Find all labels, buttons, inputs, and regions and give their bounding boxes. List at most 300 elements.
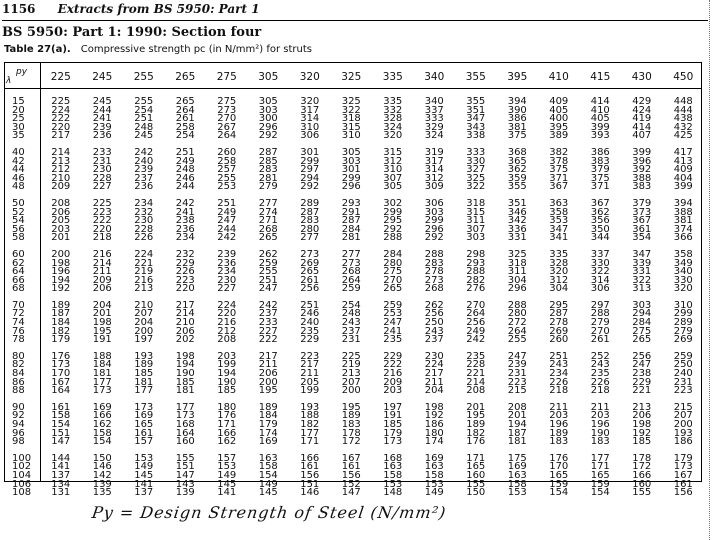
strength-cell: 432 bbox=[673, 121, 693, 133]
strength-cell: 184 bbox=[258, 410, 278, 422]
strength-cell: 276 bbox=[466, 283, 486, 295]
strength-cell: 172 bbox=[341, 436, 361, 448]
strength-cell: 368 bbox=[507, 146, 527, 158]
strength-cell: 149 bbox=[217, 469, 237, 481]
strength-cell: 284 bbox=[383, 248, 403, 260]
strength-cell: 165 bbox=[590, 469, 610, 481]
strength-cell: 292 bbox=[424, 232, 444, 244]
strength-cell: 365 bbox=[507, 155, 527, 167]
strength-cell: 288 bbox=[466, 266, 486, 278]
strength-cell: 238 bbox=[175, 215, 195, 227]
strength-cell: 158 bbox=[51, 410, 71, 422]
slenderness-cell: 58 bbox=[12, 232, 25, 244]
strength-cell: 340 bbox=[424, 96, 444, 107]
strength-cell: 223 bbox=[300, 350, 320, 362]
strength-cell: 185 bbox=[134, 368, 154, 380]
strength-cell: 351 bbox=[507, 197, 527, 209]
strength-cell: 227 bbox=[258, 325, 278, 337]
strength-cell: 234 bbox=[549, 368, 569, 380]
strength-cell: 241 bbox=[383, 325, 403, 337]
strength-cell: 362 bbox=[590, 206, 610, 218]
strength-cell: 262 bbox=[258, 248, 278, 260]
strength-cell: 224 bbox=[217, 299, 237, 311]
strength-cell: 361 bbox=[632, 223, 652, 235]
strength-cell: 189 bbox=[258, 401, 278, 413]
strength-cell: 307 bbox=[466, 223, 486, 235]
page-header bbox=[2, 2, 260, 16]
strength-cell: 146 bbox=[92, 461, 112, 473]
strength-cell: 394 bbox=[507, 96, 527, 107]
strength-cell: 174 bbox=[258, 427, 278, 439]
header-rule bbox=[2, 20, 708, 21]
strength-cell: 174 bbox=[424, 436, 444, 448]
strength-cell: 381 bbox=[673, 215, 693, 227]
strength-cell: 220 bbox=[92, 223, 112, 235]
strength-cell: 158 bbox=[424, 469, 444, 481]
strength-cell: 379 bbox=[590, 164, 610, 176]
strength-cell: 338 bbox=[466, 130, 486, 142]
strength-cell: 393 bbox=[590, 130, 610, 142]
table-row bbox=[4, 285, 704, 294]
strength-cell: 251 bbox=[175, 146, 195, 158]
strength-cell: 304 bbox=[549, 283, 569, 295]
strength-cell: 280 bbox=[383, 257, 403, 269]
slenderness-cell: 46 bbox=[12, 172, 25, 184]
strength-cell: 203 bbox=[217, 350, 237, 362]
strength-cell: 198 bbox=[92, 317, 112, 329]
strength-cell: 232 bbox=[134, 206, 154, 218]
strength-cell: 371 bbox=[590, 181, 610, 193]
strength-cell: 181 bbox=[134, 376, 154, 388]
strength-cell: 299 bbox=[673, 308, 693, 320]
slenderness-cell: 64 bbox=[12, 266, 25, 278]
strength-cell: 247 bbox=[383, 317, 403, 329]
strength-cell: 213 bbox=[632, 401, 652, 413]
strength-cell: 149 bbox=[424, 487, 444, 499]
strength-cell: 216 bbox=[134, 274, 154, 286]
strength-cell: 188 bbox=[92, 350, 112, 362]
strength-cell: 134 bbox=[51, 478, 71, 490]
strength-cell: 346 bbox=[507, 206, 527, 218]
strength-cell: 177 bbox=[175, 401, 195, 413]
strength-cell: 310 bbox=[673, 299, 693, 311]
strength-cell: 425 bbox=[673, 130, 693, 142]
strength-cell: 362 bbox=[507, 164, 527, 176]
strength-cell: 303 bbox=[632, 299, 652, 311]
strength-cell: 303 bbox=[424, 206, 444, 218]
strength-cell: 227 bbox=[217, 283, 237, 295]
strength-cell: 183 bbox=[590, 436, 610, 448]
strength-cell: 144 bbox=[51, 452, 71, 464]
strength-cell: 207 bbox=[673, 410, 693, 422]
strength-cell: 264 bbox=[217, 130, 237, 142]
strength-cell: 303 bbox=[258, 104, 278, 116]
slenderness-cell: 54 bbox=[12, 215, 25, 227]
strength-cell: 299 bbox=[424, 215, 444, 227]
strength-cell: 225 bbox=[51, 96, 71, 107]
strength-cell: 198 bbox=[175, 350, 195, 362]
strength-cell: 189 bbox=[134, 359, 154, 371]
strength-cell: 239 bbox=[217, 248, 237, 260]
strength-cell: 170 bbox=[549, 461, 569, 473]
strength-cell: 141 bbox=[51, 461, 71, 473]
strength-cell: 198 bbox=[632, 419, 652, 430]
strength-cell: 213 bbox=[341, 368, 361, 380]
strength-cell: 379 bbox=[632, 197, 652, 209]
strength-cell: 151 bbox=[51, 427, 71, 439]
strength-cell: 247 bbox=[258, 283, 278, 295]
strength-cell: 359 bbox=[507, 172, 527, 184]
strength-cell: 386 bbox=[590, 146, 610, 158]
strength-cell: 325 bbox=[466, 172, 486, 184]
strength-cell: 191 bbox=[383, 410, 403, 422]
strength-cell: 291 bbox=[341, 206, 361, 218]
strength-cell: 155 bbox=[632, 487, 652, 499]
strength-cell: 242 bbox=[134, 146, 154, 158]
strength-cell: 207 bbox=[134, 308, 154, 320]
strength-cell: 249 bbox=[466, 325, 486, 337]
strength-cell: 373 bbox=[632, 206, 652, 218]
slenderness-cell: 90 bbox=[12, 401, 25, 413]
strength-cell: 182 bbox=[466, 427, 486, 439]
strength-cell: 297 bbox=[300, 164, 320, 176]
strength-cell: 202 bbox=[175, 334, 195, 346]
strength-cell: 212 bbox=[51, 164, 71, 176]
slenderness-cell: 96 bbox=[12, 427, 25, 439]
strength-cell: 214 bbox=[51, 146, 71, 158]
slenderness-cell: 78 bbox=[12, 334, 25, 346]
strength-cell: 248 bbox=[341, 308, 361, 320]
strength-cell: 303 bbox=[466, 232, 486, 244]
strength-cell: 325 bbox=[507, 248, 527, 260]
strength-cell: 214 bbox=[466, 376, 486, 388]
strength-cell: 292 bbox=[383, 223, 403, 235]
strength-cell: 299 bbox=[300, 155, 320, 167]
strength-cell: 196 bbox=[590, 419, 610, 430]
strength-cell: 279 bbox=[673, 325, 693, 337]
strength-cell: 234 bbox=[134, 197, 154, 209]
strength-cell: 208 bbox=[217, 334, 237, 346]
strength-cell: 320 bbox=[383, 130, 403, 142]
strength-cell: 277 bbox=[258, 197, 278, 209]
strength-cell: 198 bbox=[424, 401, 444, 413]
strength-cell: 320 bbox=[549, 266, 569, 278]
strength-cell: 203 bbox=[590, 410, 610, 422]
page-edge bbox=[709, 0, 720, 540]
strength-cell: 201 bbox=[92, 308, 112, 320]
strength-cell: 289 bbox=[673, 317, 693, 329]
strength-cell: 190 bbox=[590, 427, 610, 439]
slenderness-cell: 68 bbox=[12, 283, 25, 295]
strength-cell: 342 bbox=[507, 215, 527, 227]
strength-cell: 160 bbox=[466, 469, 486, 481]
strength-cell: 413 bbox=[673, 155, 693, 167]
strength-cell: 145 bbox=[217, 478, 237, 490]
strength-cell: 139 bbox=[175, 487, 195, 499]
strength-cell: 186 bbox=[424, 419, 444, 430]
section-title: BS 5950: Part 1: 1990: Section four bbox=[2, 25, 262, 40]
strength-cell: 281 bbox=[258, 172, 278, 184]
strength-cell: 217 bbox=[175, 299, 195, 311]
page-number: 1156 bbox=[2, 2, 36, 16]
strut-strength-table bbox=[4, 64, 704, 498]
strength-cell: 162 bbox=[92, 419, 112, 430]
strength-cell: 386 bbox=[507, 113, 527, 125]
strength-cell: 259 bbox=[341, 283, 361, 295]
strength-cell: 192 bbox=[632, 427, 652, 439]
strength-cell: 284 bbox=[632, 317, 652, 329]
strength-cell: 278 bbox=[549, 317, 569, 329]
strength-cell: 148 bbox=[383, 487, 403, 499]
strength-cell: 231 bbox=[341, 334, 361, 346]
slenderness-cell: 106 bbox=[12, 478, 32, 490]
strength-cell: 239 bbox=[134, 164, 154, 176]
strength-cell: 311 bbox=[466, 215, 486, 227]
running-title: Extracts from BS 5950: Part 1 bbox=[57, 2, 260, 16]
strength-cell: 241 bbox=[175, 206, 195, 218]
strength-cell: 244 bbox=[92, 104, 112, 116]
strength-cell: 165 bbox=[134, 419, 154, 430]
strength-cell: 170 bbox=[51, 368, 71, 380]
column-header: 410 bbox=[548, 71, 569, 83]
strength-cell: 294 bbox=[300, 172, 320, 184]
strength-cell: 145 bbox=[258, 487, 278, 499]
strength-cell: 142 bbox=[92, 469, 112, 481]
strength-cell: 209 bbox=[92, 274, 112, 286]
strength-cell: 283 bbox=[300, 215, 320, 227]
strength-cell: 305 bbox=[258, 96, 278, 107]
strength-cell: 216 bbox=[92, 248, 112, 260]
strength-cell: 258 bbox=[175, 121, 195, 133]
strength-cell: 173 bbox=[175, 410, 195, 422]
strength-cell: 328 bbox=[383, 113, 403, 125]
strength-cell: 153 bbox=[134, 452, 154, 464]
strength-cell: 246 bbox=[175, 172, 195, 184]
strength-cell: 181 bbox=[92, 368, 112, 380]
strength-cell: 153 bbox=[217, 461, 237, 473]
strength-cell: 278 bbox=[424, 266, 444, 278]
strength-cell: 256 bbox=[632, 350, 652, 362]
strength-cell: 176 bbox=[549, 452, 569, 464]
strength-cell: 169 bbox=[258, 436, 278, 448]
strength-cell: 241 bbox=[92, 113, 112, 125]
strength-cell: 284 bbox=[341, 223, 361, 235]
strength-cell: 414 bbox=[590, 96, 610, 107]
slenderness-cell: 98 bbox=[12, 436, 25, 448]
strength-cell: 250 bbox=[673, 359, 693, 371]
strength-cell: 275 bbox=[217, 96, 237, 107]
strength-cell: 296 bbox=[258, 121, 278, 133]
strength-cell: 336 bbox=[507, 223, 527, 235]
slenderness-cell: 70 bbox=[12, 299, 25, 311]
slenderness-cell: 102 bbox=[12, 461, 32, 473]
slenderness-cell: 15 bbox=[12, 96, 25, 107]
strength-cell: 238 bbox=[632, 368, 652, 380]
strength-cell: 409 bbox=[673, 164, 693, 176]
strength-cell: 151 bbox=[175, 461, 195, 473]
strength-cell: 172 bbox=[632, 461, 652, 473]
strength-cell: 223 bbox=[507, 376, 527, 388]
slenderness-cell: 84 bbox=[12, 368, 25, 380]
strength-cell: 228 bbox=[466, 359, 486, 371]
slenderness-cell: 60 bbox=[12, 248, 25, 260]
strength-cell: 240 bbox=[300, 317, 320, 329]
strength-cell: 299 bbox=[341, 172, 361, 184]
strength-cell: 183 bbox=[341, 419, 361, 430]
strength-cell: 248 bbox=[175, 164, 195, 176]
strength-cell: 153 bbox=[507, 487, 527, 499]
strength-cell: 194 bbox=[175, 359, 195, 371]
strength-cell: 185 bbox=[383, 419, 403, 430]
strength-cell: 250 bbox=[424, 317, 444, 329]
strength-cell: 137 bbox=[134, 487, 154, 499]
strength-cell: 287 bbox=[258, 146, 278, 158]
strength-cell: 152 bbox=[341, 478, 361, 490]
strength-cell: 200 bbox=[341, 385, 361, 397]
strength-cell: 270 bbox=[217, 113, 237, 125]
strength-cell: 201 bbox=[507, 410, 527, 422]
strength-cell: 194 bbox=[217, 368, 237, 380]
strength-cell: 222 bbox=[92, 215, 112, 227]
strength-cell: 417 bbox=[673, 146, 693, 158]
strength-cell: 253 bbox=[383, 308, 403, 320]
strength-cell: 216 bbox=[217, 317, 237, 329]
slenderness-cell: 74 bbox=[12, 317, 25, 329]
strength-cell: 255 bbox=[507, 334, 527, 346]
strength-cell: 282 bbox=[466, 274, 486, 286]
strength-cell: 269 bbox=[549, 325, 569, 337]
strength-cell: 188 bbox=[300, 410, 320, 422]
slenderness-cell: 42 bbox=[12, 155, 25, 167]
strength-cell: 154 bbox=[92, 436, 112, 448]
strength-cell: 190 bbox=[175, 368, 195, 380]
strength-cell: 166 bbox=[632, 469, 652, 481]
strength-cell: 162 bbox=[217, 436, 237, 448]
strength-cell: 274 bbox=[258, 206, 278, 218]
strength-cell: 206 bbox=[51, 206, 71, 218]
strength-cell: 233 bbox=[258, 317, 278, 329]
strength-cell: 261 bbox=[300, 274, 320, 286]
strength-cell: 339 bbox=[632, 257, 652, 269]
column-header: 340 bbox=[424, 71, 445, 83]
strength-cell: 255 bbox=[258, 266, 278, 278]
strength-cell: 168 bbox=[175, 419, 195, 430]
strength-cell: 294 bbox=[632, 308, 652, 320]
strength-cell: 236 bbox=[217, 257, 237, 269]
strength-cell: 173 bbox=[383, 436, 403, 448]
strength-cell: 167 bbox=[341, 452, 361, 464]
strength-cell: 356 bbox=[590, 215, 610, 227]
strength-cell: 215 bbox=[507, 385, 527, 397]
strength-cell: 179 bbox=[258, 419, 278, 430]
strength-cell: 156 bbox=[300, 469, 320, 481]
strength-cell: 258 bbox=[217, 155, 237, 167]
strength-cell: 319 bbox=[424, 146, 444, 158]
strength-cell: 164 bbox=[175, 427, 195, 439]
strength-cell: 324 bbox=[424, 130, 444, 142]
strength-cell: 158 bbox=[507, 478, 527, 490]
strength-cell: 204 bbox=[424, 385, 444, 397]
column-header: 305 bbox=[258, 71, 279, 83]
strength-cell: 229 bbox=[300, 334, 320, 346]
strength-cell: 315 bbox=[383, 146, 403, 158]
strength-cell: 256 bbox=[424, 308, 444, 320]
strength-cell: 230 bbox=[92, 164, 112, 176]
strength-cell: 213 bbox=[134, 283, 154, 295]
strength-cell: 280 bbox=[300, 223, 320, 235]
strength-cell: 330 bbox=[673, 274, 693, 286]
strength-cell: 285 bbox=[258, 155, 278, 167]
strength-cell: 235 bbox=[466, 350, 486, 362]
strength-cell: 151 bbox=[300, 478, 320, 490]
strength-cell: 217 bbox=[258, 350, 278, 362]
strength-cell: 318 bbox=[341, 113, 361, 125]
strength-cell: 204 bbox=[92, 299, 112, 311]
strength-cell: 275 bbox=[383, 266, 403, 278]
strength-cell: 213 bbox=[51, 155, 71, 167]
strength-cell: 399 bbox=[673, 181, 693, 193]
strength-cell: 256 bbox=[466, 317, 486, 329]
strength-cell: 272 bbox=[507, 317, 527, 329]
slenderness-cell: 94 bbox=[12, 419, 25, 430]
strength-cell: 215 bbox=[673, 401, 693, 413]
strength-cell: 219 bbox=[341, 359, 361, 371]
strength-cell: 325 bbox=[341, 96, 361, 107]
strength-cell: 161 bbox=[134, 427, 154, 439]
strength-cell: 147 bbox=[175, 469, 195, 481]
strength-cell: 171 bbox=[466, 452, 486, 464]
slenderness-cell: 25 bbox=[12, 113, 25, 125]
strength-cell: 234 bbox=[217, 266, 237, 278]
strength-cell: 399 bbox=[632, 146, 652, 158]
strength-cell: 344 bbox=[590, 232, 610, 244]
strength-cell: 409 bbox=[549, 96, 569, 107]
strength-cell: 259 bbox=[673, 350, 693, 362]
strength-cell: 165 bbox=[549, 469, 569, 481]
strength-cell: 237 bbox=[341, 325, 361, 337]
strength-cell: 167 bbox=[673, 469, 693, 481]
strength-cell: 355 bbox=[507, 181, 527, 193]
strength-cell: 211 bbox=[258, 359, 278, 371]
strength-cell: 268 bbox=[424, 283, 444, 295]
strength-cell: 154 bbox=[549, 487, 569, 499]
column-header: 450 bbox=[673, 71, 694, 83]
strength-cell: 135 bbox=[92, 487, 112, 499]
strength-cell: 169 bbox=[134, 410, 154, 422]
strength-cell: 322 bbox=[590, 266, 610, 278]
slenderness-cell: 35 bbox=[12, 130, 25, 142]
strength-cell: 300 bbox=[258, 113, 278, 125]
strength-cell: 311 bbox=[507, 266, 527, 278]
strength-cell: 197 bbox=[383, 401, 403, 413]
strength-cell: 173 bbox=[92, 385, 112, 397]
strength-cell: 196 bbox=[51, 266, 71, 278]
column-header: 245 bbox=[92, 71, 113, 83]
strength-cell: 146 bbox=[300, 487, 320, 499]
strength-cell: 444 bbox=[673, 104, 693, 116]
strength-cell: 200 bbox=[258, 376, 278, 388]
strength-cell: 189 bbox=[549, 427, 569, 439]
strength-cell: 177 bbox=[92, 376, 112, 388]
strength-cell: 235 bbox=[590, 368, 610, 380]
table-label: Table 27(a). bbox=[4, 44, 71, 55]
strength-cell: 375 bbox=[549, 164, 569, 176]
strength-cell: 262 bbox=[424, 299, 444, 311]
strength-cell: 178 bbox=[632, 452, 652, 464]
strength-cell: 216 bbox=[383, 368, 403, 380]
strength-cell: 203 bbox=[51, 223, 71, 235]
strength-cell: 332 bbox=[383, 104, 403, 116]
